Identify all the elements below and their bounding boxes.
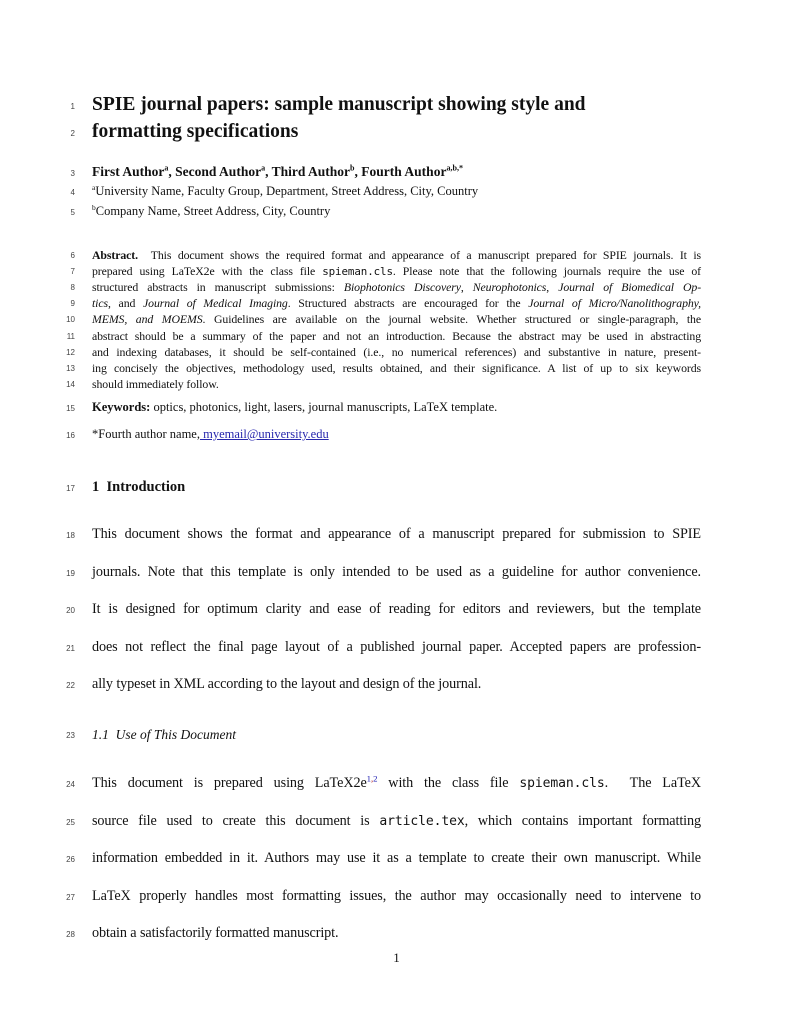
- line-number: 19: [66, 568, 75, 578]
- text-segment: should immediately follow.: [92, 376, 219, 391]
- text-segment: obtain a satisfactorily formatted manuscript.: [92, 925, 339, 942]
- text-segment: MEMS, and MOEMS: [92, 312, 203, 327]
- text-segment: . Structured abstracts are encouraged for the: [287, 296, 529, 311]
- line-number: 18: [66, 531, 75, 540]
- text-segment: with the class file: [377, 775, 520, 791]
- line-number: 12: [66, 347, 75, 357]
- line-number: 24: [66, 780, 75, 789]
- line-number: 20: [66, 606, 75, 616]
- text-segment: This document shows the required format and appearance of a manuscript prepared for SPIE journals. It is: [137, 248, 701, 262]
- text-segment: ,: [546, 280, 559, 295]
- line-number: 9: [70, 299, 75, 309]
- abstract-line-14: [92, 377, 701, 391]
- text-segment: optics, photonics, light, lasers, journal manuscripts, LaTeX template.: [150, 400, 498, 414]
- text-segment: Biophotonics Discovery: [343, 280, 461, 295]
- abstract-line-9: [92, 296, 701, 310]
- text-segment: 1 Introduction: [92, 479, 186, 495]
- line-number: 14: [66, 379, 75, 389]
- text-segment: b: [92, 202, 96, 212]
- text-segment: a: [92, 182, 96, 192]
- page-number: 1: [393, 950, 400, 965]
- authors-line-3: [92, 164, 701, 180]
- text-segment: , which contains important formatting: [464, 812, 701, 829]
- text-segment: SPIE journal papers: sample manuscript showing style and: [92, 94, 586, 115]
- abstract-line-7: [92, 264, 701, 278]
- use-paragraph-line-28: [92, 925, 701, 942]
- line-number: 23: [66, 731, 75, 740]
- text-segment: b: [350, 163, 355, 173]
- text-segment: article.tex: [379, 813, 465, 829]
- text-segment: First Author: [92, 164, 165, 179]
- email-link[interactable]: myemail@university.edu: [199, 427, 329, 441]
- line-number: 10: [66, 315, 75, 325]
- text-segment: , Second Author: [168, 164, 262, 179]
- text-segment: abstract should be a summary of the paper and not an introduction. Because the abstract may be used in abstracting: [92, 328, 701, 343]
- paper-title-line-2: [92, 120, 701, 144]
- line-number: 11: [66, 331, 75, 341]
- text-segment: journals. Note that this template is only intended to be used as a guideline for author convenience.: [92, 563, 701, 580]
- line-number: 22: [66, 681, 75, 691]
- text-segment: and indexing databases, it should be self-contained (i.e., no numerical references) and substantive in nature, present-: [92, 344, 701, 359]
- line-number: 2: [70, 129, 75, 138]
- citation-link[interactable]: 1: [366, 773, 371, 784]
- section-heading-introduction-line-17: [92, 479, 701, 497]
- line-number: 28: [66, 930, 75, 940]
- text-segment: does not reflect the final page layout of a published journal paper. Accepted papers are profession-: [92, 638, 701, 655]
- line-number: 21: [66, 643, 75, 653]
- text-segment: ally typeset in XML according to the layout and design of the journal.: [92, 676, 482, 693]
- intro-paragraph-line-21: [92, 639, 701, 656]
- abstract-line-10: [92, 312, 701, 326]
- line-number: 3: [70, 169, 75, 178]
- abstract-line-8: [92, 280, 701, 294]
- text-segment: prepared using LaTeX2e with the class file: [92, 264, 323, 279]
- line-number: 5: [70, 208, 75, 217]
- text-segment: University Name, Faculty Group, Department, Street Address, City, Country: [95, 184, 479, 198]
- use-paragraph-line-26: [92, 850, 701, 867]
- abstract-line-13: [92, 361, 701, 375]
- corresponding-author-line-16: [92, 427, 701, 442]
- text-segment: a: [261, 163, 266, 173]
- text-segment: Neurophotonics: [472, 280, 547, 295]
- text-segment: Keywords:: [92, 400, 151, 414]
- line-number: 13: [66, 363, 75, 373]
- intro-paragraph-line-22: [92, 676, 701, 693]
- text-segment: spieman.cls: [322, 265, 393, 279]
- affiliations-line-5: [92, 204, 701, 219]
- text-segment: structured abstracts in manuscript submissions:: [92, 280, 344, 295]
- text-segment: Journal of Medical Imaging: [143, 296, 288, 311]
- text-segment: a,b,*: [446, 163, 464, 173]
- text-segment: ing concisely the objectives, methodology used, results obtained, and their significance. A list of up to six keywords: [92, 360, 701, 375]
- keywords-line-15: [92, 400, 701, 415]
- abstract-line-11: [92, 329, 701, 343]
- line-number: 17: [66, 484, 75, 493]
- line-number: 6: [70, 251, 75, 260]
- text-segment: . The LaTeX: [604, 775, 701, 791]
- line-number: 7: [70, 267, 75, 277]
- abstract-line-6: [92, 248, 701, 262]
- text-segment: formatting specifications: [92, 121, 299, 142]
- affiliations-line-4: [92, 184, 701, 199]
- subsection-heading-use-of-this-document-line-23: [92, 727, 701, 743]
- text-segment: ,: [460, 280, 473, 295]
- line-number: 25: [66, 817, 75, 827]
- line-number: 16: [66, 431, 75, 440]
- text-segment: It is designed for optimum clarity and ease of reading for editors and reviewers, but the template: [92, 601, 701, 618]
- text-segment: Journal of Micro/Nanolithography,: [528, 296, 702, 311]
- text-segment: tics: [92, 296, 108, 311]
- text-segment: *Fourth author name,: [92, 427, 200, 441]
- abstract-line-12: [92, 345, 701, 359]
- text-segment: spieman.cls: [519, 776, 605, 791]
- use-paragraph-line-27: [92, 888, 701, 905]
- use-paragraph-line-25: [92, 813, 701, 830]
- text-segment: source file used to create this document is: [92, 812, 380, 829]
- intro-paragraph-line-20: [92, 601, 701, 618]
- text-segment: , Fourth Author: [354, 164, 447, 179]
- text-segment: 1.1 Use of This Document: [92, 727, 236, 742]
- text-segment: , Third Author: [265, 164, 351, 179]
- text-segment: This document is prepared using LaTeX2e: [92, 775, 367, 791]
- line-number: 8: [70, 283, 75, 293]
- text-segment: a: [164, 163, 169, 173]
- line-number: 4: [70, 188, 75, 197]
- line-number: 1: [70, 102, 75, 111]
- line-number: 15: [66, 404, 75, 413]
- citation-link[interactable]: 2: [373, 773, 378, 784]
- line-number: 26: [66, 855, 75, 865]
- text-segment: LaTeX properly handles most formatting issues, the author may occasionally need to intervene to: [92, 887, 701, 904]
- citation-link[interactable]: ,: [370, 773, 374, 784]
- use-paragraph-line-24: [92, 775, 701, 792]
- text-segment: Abstract.: [92, 248, 138, 262]
- text-segment: . Please note that the following journals require the use of: [392, 264, 701, 279]
- text-segment: , and: [107, 296, 144, 311]
- line-number: 27: [66, 892, 75, 902]
- intro-paragraph-line-18: [92, 526, 701, 543]
- text-segment: Company Name, Street Address, City, Country: [95, 204, 331, 218]
- text-segment: . Guidelines are available on the journal website. Whether structured or single-paragraph, the: [202, 312, 701, 327]
- text-segment: This document shows the format and appearance of a manuscript prepared for submission to SPIE: [92, 526, 701, 542]
- text-segment: information embedded in it. Authors may use it as a template to create their own manuscript. While: [92, 850, 701, 867]
- text-segment: Journal of Biomedical Op-: [558, 280, 702, 295]
- intro-paragraph-line-19: [92, 564, 701, 581]
- paper-title-line-1: [92, 93, 701, 117]
